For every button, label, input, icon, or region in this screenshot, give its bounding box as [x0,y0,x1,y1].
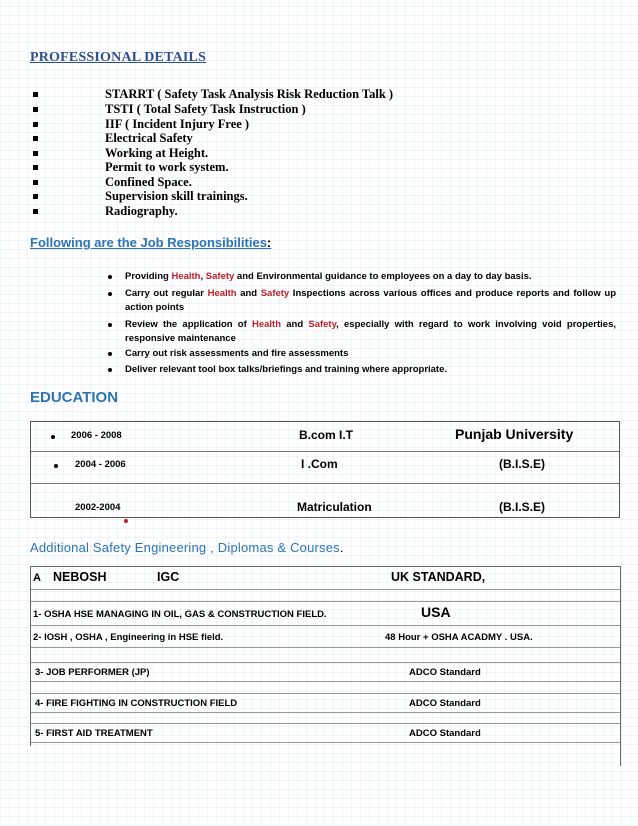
round-bullet-icon [108,352,112,356]
responsibility-item: Review the application of Health and Safety, especially with regard to work involving void properties, responsive maintenance [108,318,616,346]
additional-courses-heading: Additional Safety Engineering , Diplomas & Courses. [30,540,344,555]
row-divider [31,589,620,590]
square-bullet-icon [33,180,38,185]
round-bullet-icon [51,435,55,439]
round-bullet-icon [108,275,112,279]
course-row: 4- FIRE FIGHTING IN CONSTRUCTION FIELD ADCO Standard [35,698,481,709]
education-row: 2002-2004 Matriculation (B.I.S.E) [75,500,546,514]
course-row: 2- IOSH , OSHA , Engineering in HSE field. 48 Hour + OSHA ACADMY . USA. [33,632,533,643]
round-bullet-icon [108,368,112,372]
professional-details-heading: PROFESSIONAL DETAILS [30,50,207,65]
education-row: 2006 - 2008 B.com I.T Punjab University [31,422,619,452]
course-row: 3- JOB PERFORMER (JP) ADCO Standard [35,667,481,678]
responsibility-item: Deliver relevant tool box talks/briefings and training where appropriate. [108,363,616,377]
row-divider [31,681,620,682]
row-divider [31,712,620,713]
square-bullet-icon [33,122,38,127]
table-border [620,566,621,766]
square-bullet-icon [33,165,38,170]
round-bullet-icon [108,292,112,296]
course-row: 1- OSHA HSE MANAGING IN OIL, GAS & CONSTRUCTION FIELD. USA [33,604,451,620]
red-bullet-icon [124,519,128,523]
square-bullet-icon [33,107,38,112]
responsibilities-heading: Following are the Job Responsibilities: [30,235,272,250]
round-bullet-icon [108,323,112,327]
courses-table [30,566,620,746]
responsibility-item: Providing Health, Safety and Environmental guidance to employees on a day to day basis. [108,270,616,284]
course-row: A NEBOSH IGC UK STANDARD, [33,570,486,584]
education-table [30,421,620,518]
row-divider [31,647,620,648]
square-bullet-icon [33,92,38,97]
square-bullet-icon [33,151,38,156]
round-bullet-icon [54,464,58,468]
square-bullet-icon [33,209,38,214]
education-row: 2004 - 2006 I .Com (B.I.S.E) [31,452,619,483]
square-bullet-icon [33,136,38,141]
square-bullet-icon [33,194,38,199]
course-row: 5- FIRST AID TREATMENT ADCO Standard [35,728,481,739]
responsibility-item: Carry out risk assessments and fire assessments [108,347,616,361]
row-divider [31,742,620,743]
responsibility-item: Carry out regular Health and Safety Inspections across various offices and produce reports and follow up action points [108,287,616,315]
education-heading: EDUCATION [30,389,119,406]
